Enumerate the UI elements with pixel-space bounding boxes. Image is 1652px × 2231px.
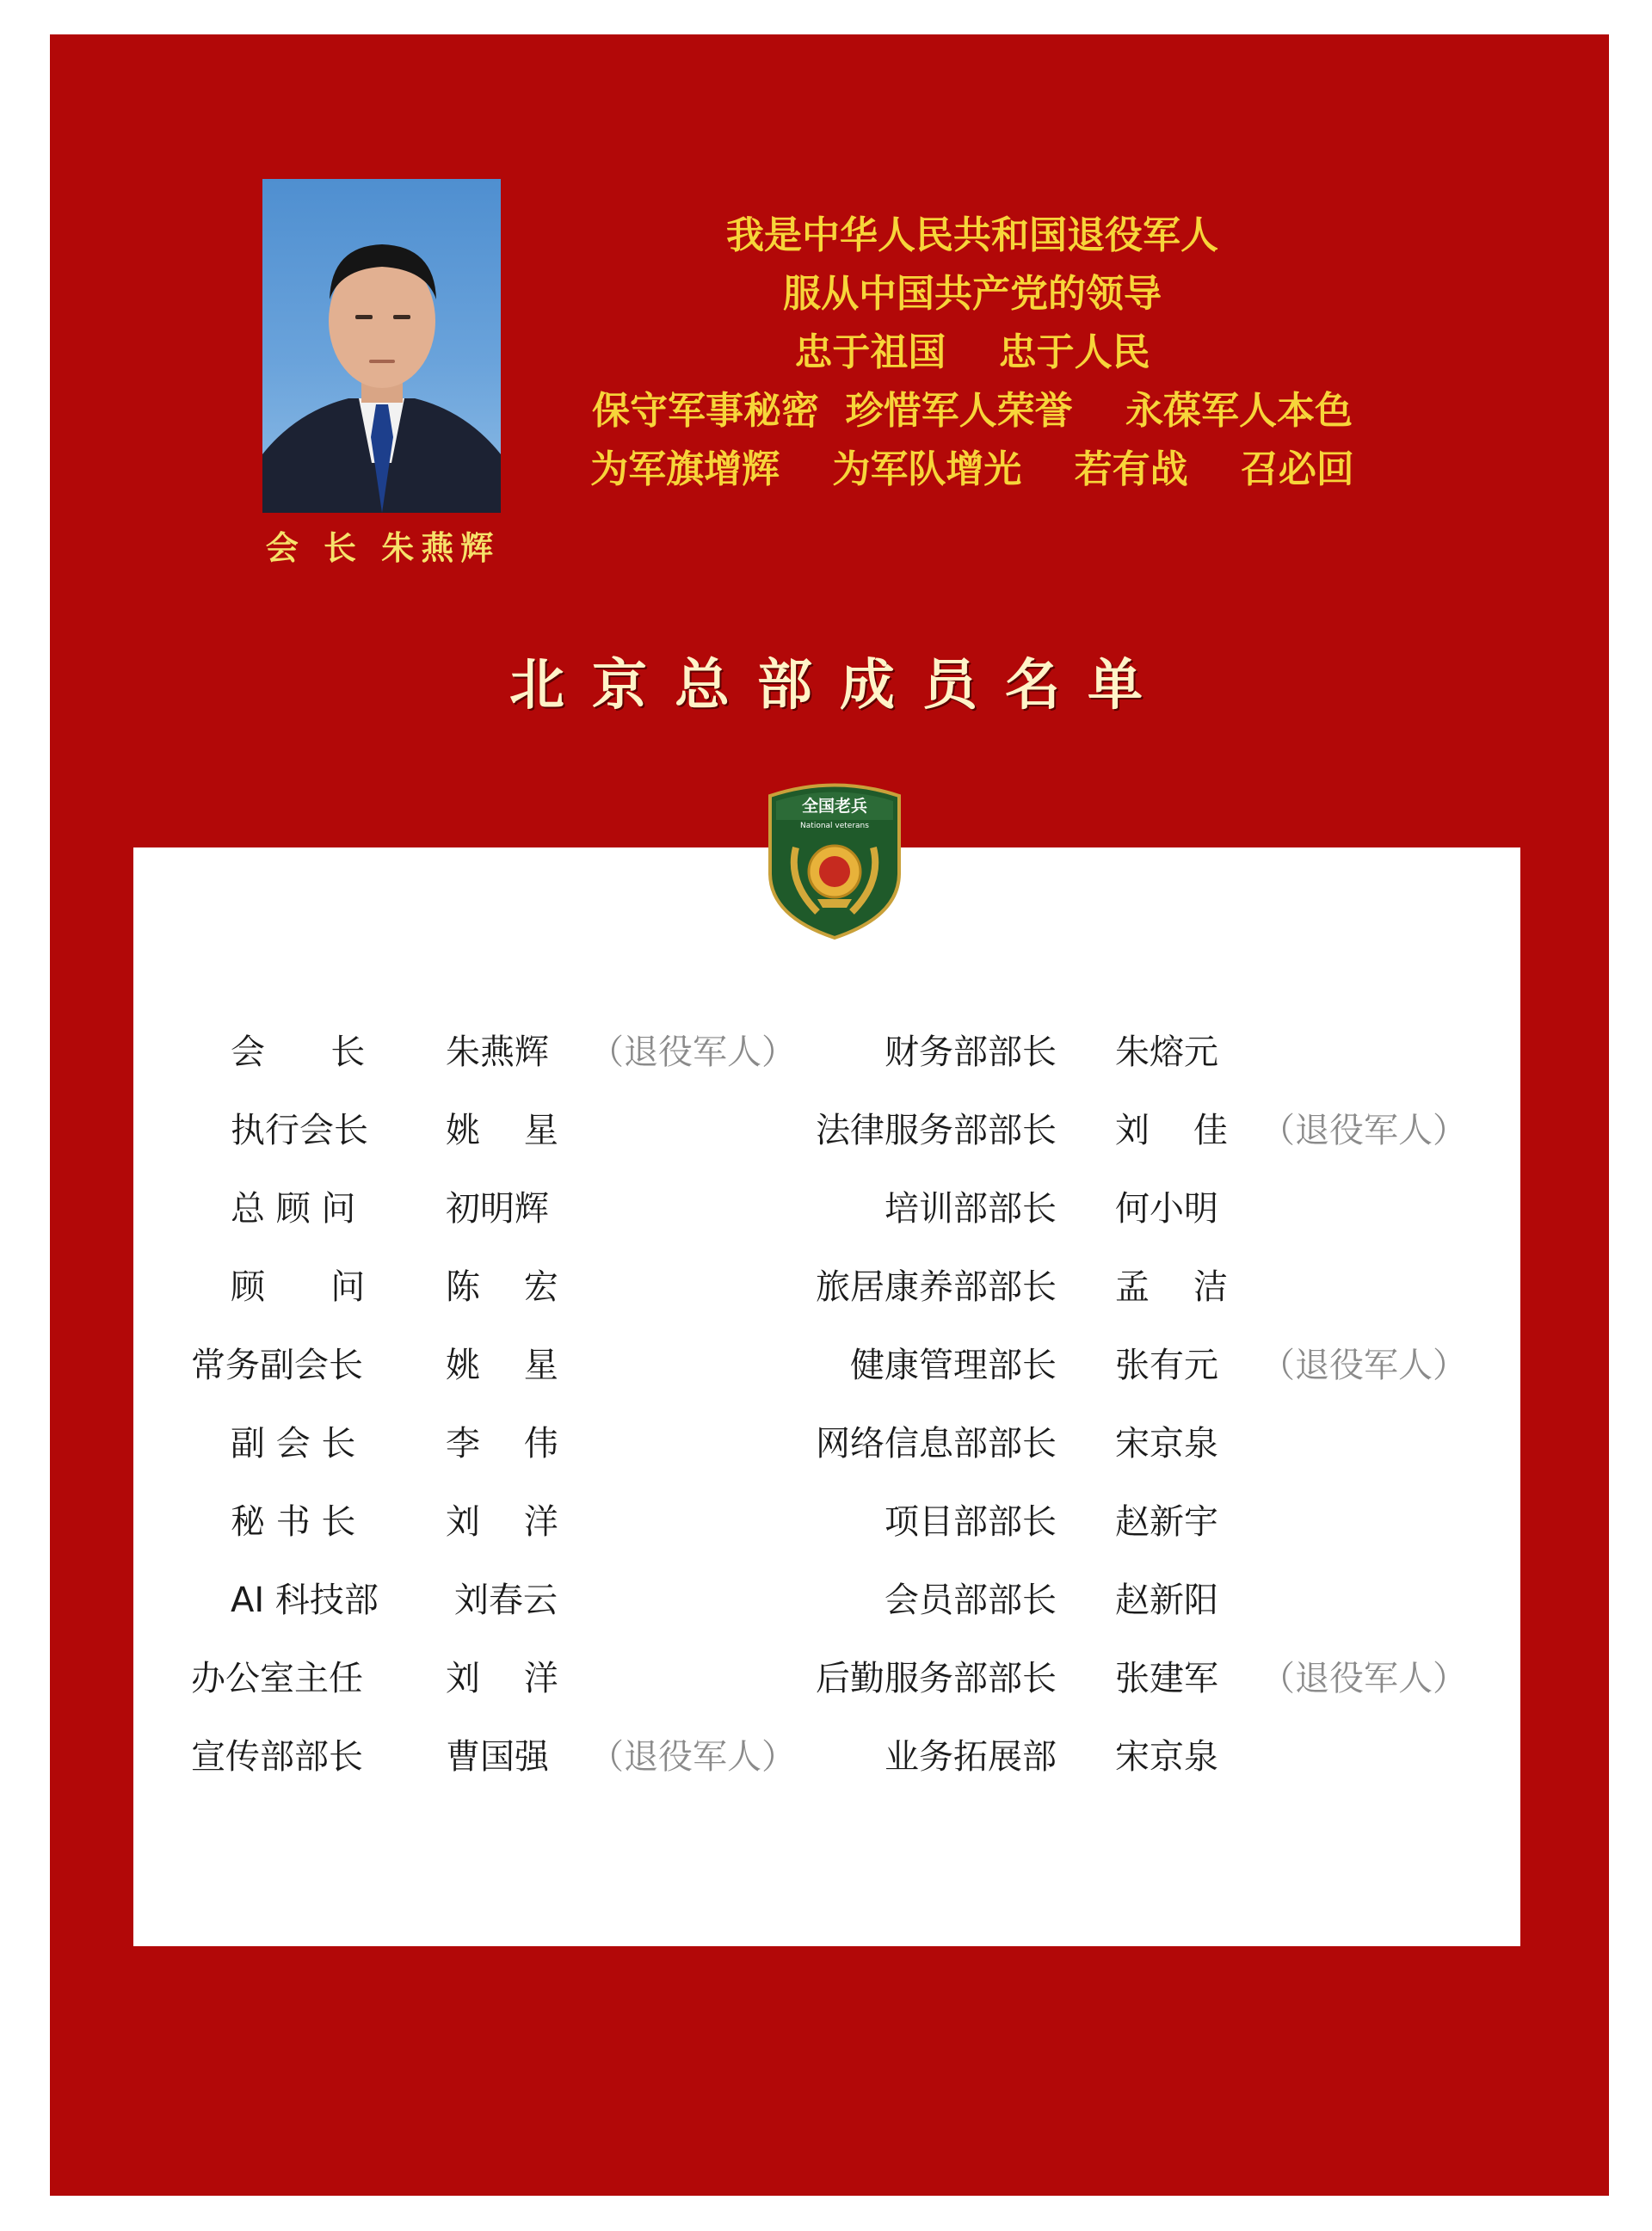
left-name: 刘 洋 xyxy=(446,1659,558,1698)
right-role: 培训部部长 xyxy=(885,1189,1057,1229)
right-name: 张有元 xyxy=(1115,1346,1218,1385)
roster-panel xyxy=(133,847,1520,1946)
right-role: 法律服务部部长 xyxy=(816,1111,1057,1150)
right-name: 赵新阳 xyxy=(1115,1581,1218,1620)
right-role: 健康管理部长 xyxy=(850,1346,1057,1385)
left-name: 陈 宏 xyxy=(446,1267,558,1307)
left-role: 秘 书 长 xyxy=(231,1502,356,1542)
left-name: 李 伟 xyxy=(446,1424,558,1464)
right-role: 网络信息部部长 xyxy=(816,1424,1057,1464)
left-name: 姚 星 xyxy=(446,1346,558,1385)
oath-line: 忠于祖国 忠于人民 xyxy=(794,330,1150,374)
right-veteran-note: （退役军人） xyxy=(1261,1111,1467,1150)
president-portrait xyxy=(262,179,501,513)
left-name: 朱燕辉 xyxy=(446,1032,549,1072)
veterans-emblem-icon xyxy=(757,779,912,942)
oath-line: 为军旗增辉 为军队增光 若有战 召必回 xyxy=(590,447,1354,491)
right-role: 业务拓展部 xyxy=(885,1737,1057,1777)
left-role: 办公室主任 xyxy=(191,1659,363,1698)
left-role: 会 长 xyxy=(231,1032,366,1072)
right-role: 后勤服务部部长 xyxy=(816,1659,1057,1698)
left-role: 宣传部部长 xyxy=(191,1737,363,1777)
right-veteran-note: （退役军人） xyxy=(1261,1346,1467,1385)
left-veteran-note: （退役军人） xyxy=(589,1032,796,1072)
left-role: 顾 问 xyxy=(231,1267,366,1307)
right-role: 会员部部长 xyxy=(885,1581,1057,1620)
right-name: 张建军 xyxy=(1115,1659,1218,1698)
emblem-text-en: National veterans xyxy=(800,822,869,830)
left-name: 刘 洋 xyxy=(446,1502,558,1542)
right-role: 财务部部长 xyxy=(885,1032,1057,1072)
oath-line: 我是中华人民共和国退役军人 xyxy=(726,213,1218,257)
left-role: 总 顾 问 xyxy=(231,1189,356,1229)
page-title: 北京总部成员名单 xyxy=(509,653,1170,718)
right-name: 何小明 xyxy=(1115,1189,1218,1229)
left-name: 刘春云 xyxy=(454,1581,558,1620)
left-name: 姚 星 xyxy=(446,1111,558,1150)
left-role: 副 会 长 xyxy=(231,1424,356,1464)
right-name: 孟 洁 xyxy=(1115,1267,1228,1307)
president-caption: 会 长 朱燕辉 xyxy=(265,529,501,567)
right-name: 宋京泉 xyxy=(1115,1424,1218,1464)
right-veteran-note: （退役军人） xyxy=(1261,1659,1467,1698)
left-name: 曹国强 xyxy=(446,1737,549,1777)
left-role: 执行会长 xyxy=(231,1111,368,1150)
veteran-oath xyxy=(551,206,1394,499)
right-name: 刘 佳 xyxy=(1115,1111,1228,1150)
right-role: 项目部部长 xyxy=(885,1502,1057,1542)
oath-line: 服从中国共产党的领导 xyxy=(783,272,1162,316)
left-role: 常务副会长 xyxy=(191,1346,363,1385)
left-role: AI 科技部 xyxy=(231,1581,379,1620)
left-veteran-note: （退役军人） xyxy=(589,1737,796,1777)
right-name: 宋京泉 xyxy=(1115,1737,1218,1777)
left-name: 初明辉 xyxy=(446,1189,549,1229)
right-name: 赵新宇 xyxy=(1115,1502,1218,1542)
oath-line: 保守军事秘密 珍惜军人荣誉 永葆军人本色 xyxy=(592,389,1353,433)
right-role: 旅居康养部部长 xyxy=(816,1267,1057,1307)
emblem-text-cn: 全国老兵 xyxy=(801,797,868,816)
right-name: 朱熔元 xyxy=(1115,1032,1218,1072)
